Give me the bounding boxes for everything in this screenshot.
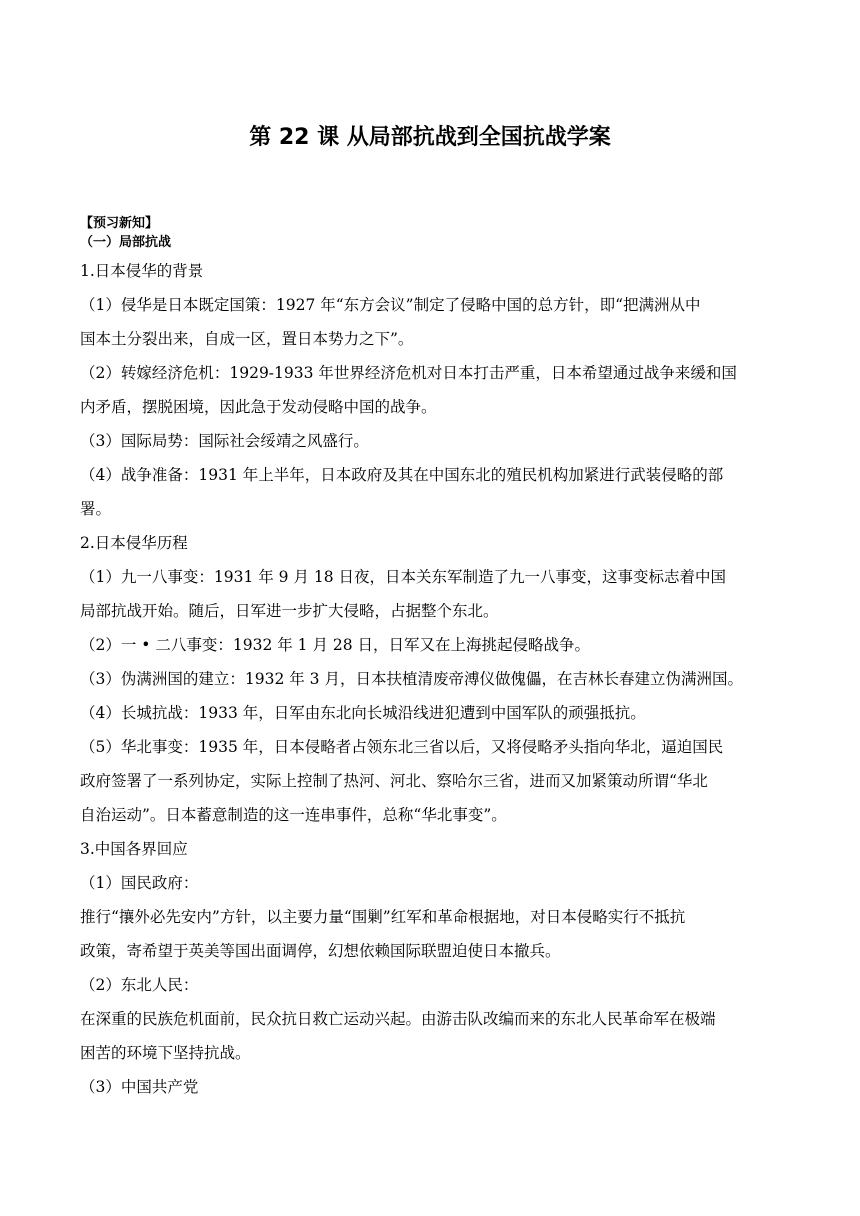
text-line: （2）一 • 二八事变：1932 年 1 月 28 日，日军又在上海挑起侵略战争。: [80, 636, 591, 654]
text-line: 在深重的民族危机面前，民众抗日救亡运动兴起。由游击队改编而来的东北人民革命军在极端: [80, 1010, 716, 1028]
text-line: 内矛盾，摆脱困境，因此急于发动侵略中国的战争。: [80, 398, 437, 416]
text-line: 2.日本侵华历程: [80, 534, 188, 552]
text-line: （1）侵华是日本既定国策：1927 年“东方会议”制定了侵略中国的总方针，即“把满洲从中: [80, 296, 701, 314]
text-line: 政策，寄希望于英美等国出面调停，幻想依赖国际联盟迫使日本撤兵。: [80, 942, 561, 960]
text-line: （1）九一八事变：1931 年 9 月 18 日夜，日本关东军制造了九一八事变，这事变标志着中国: [80, 568, 727, 586]
text-lines: [80, 254, 785, 1104]
text-line: 1.日本侵华的背景: [80, 262, 204, 280]
text-line: （4）战争准备：1931 年上半年，日本政府及其在中国东北的殖民机构加紧进行武装侵略的部: [80, 466, 724, 484]
text-line: 署。: [80, 500, 112, 518]
text-line: 政府签署了一系列协定，实际上控制了热河、河北、察哈尔三省，进而又加紧策动所谓“华北: [80, 772, 708, 790]
text-line: （1）国民政府：: [80, 874, 199, 892]
text-line: 推行“攘外必先安内”方针，以主要力量“围剿”红军和革命根据地，对日本侵略实行不抵抗: [80, 908, 686, 926]
text-line: （2）转嫁经济危机：1929-1933 年世界经济危机对日本打击严重，日本希望通过战争来缓和国: [80, 364, 737, 382]
text-line: （3）伪满洲国的建立：1932 年 3 月，日本扶植清废帝溥仪做傀儡，在吉林长春建立伪满洲国。: [80, 670, 743, 688]
subsection-heading: （一）局部抗战: [80, 235, 172, 250]
page-title: 第 22 课 从局部抗战到全国抗战学案: [249, 125, 611, 150]
text-line: （5）华北事变：1935 年，日本侵略者占领东北三省以后，又将侵略矛头指向华北，逼迫国民: [80, 738, 724, 756]
text-line: 自治运动”。日本蓄意制造的这一连串事件，总称“华北事变”。: [80, 806, 507, 824]
document-body: [80, 214, 785, 1104]
text-line: 局部抗战开始。随后，日军进一步扩大侵略，占据整个东北。: [80, 602, 499, 620]
text-line: （4）长城抗战：1933 年，日军由东北向长城沿线进犯遭到中国军队的顽强抵抗。: [80, 704, 646, 722]
text-line: （2）东北人民：: [80, 976, 199, 994]
text-line: 国本土分裂出来，自成一区，置日本势力之下”。: [80, 330, 414, 348]
text-line: （3）国际局势：国际社会绥靖之风盛行。: [80, 432, 369, 450]
text-line: 3.中国各界回应: [80, 840, 188, 858]
text-line: （3）中国共产党: [80, 1078, 199, 1096]
section-heading: 【预习新知】: [80, 216, 159, 231]
text-line: 困苦的环境下坚持抗战。: [80, 1044, 251, 1062]
